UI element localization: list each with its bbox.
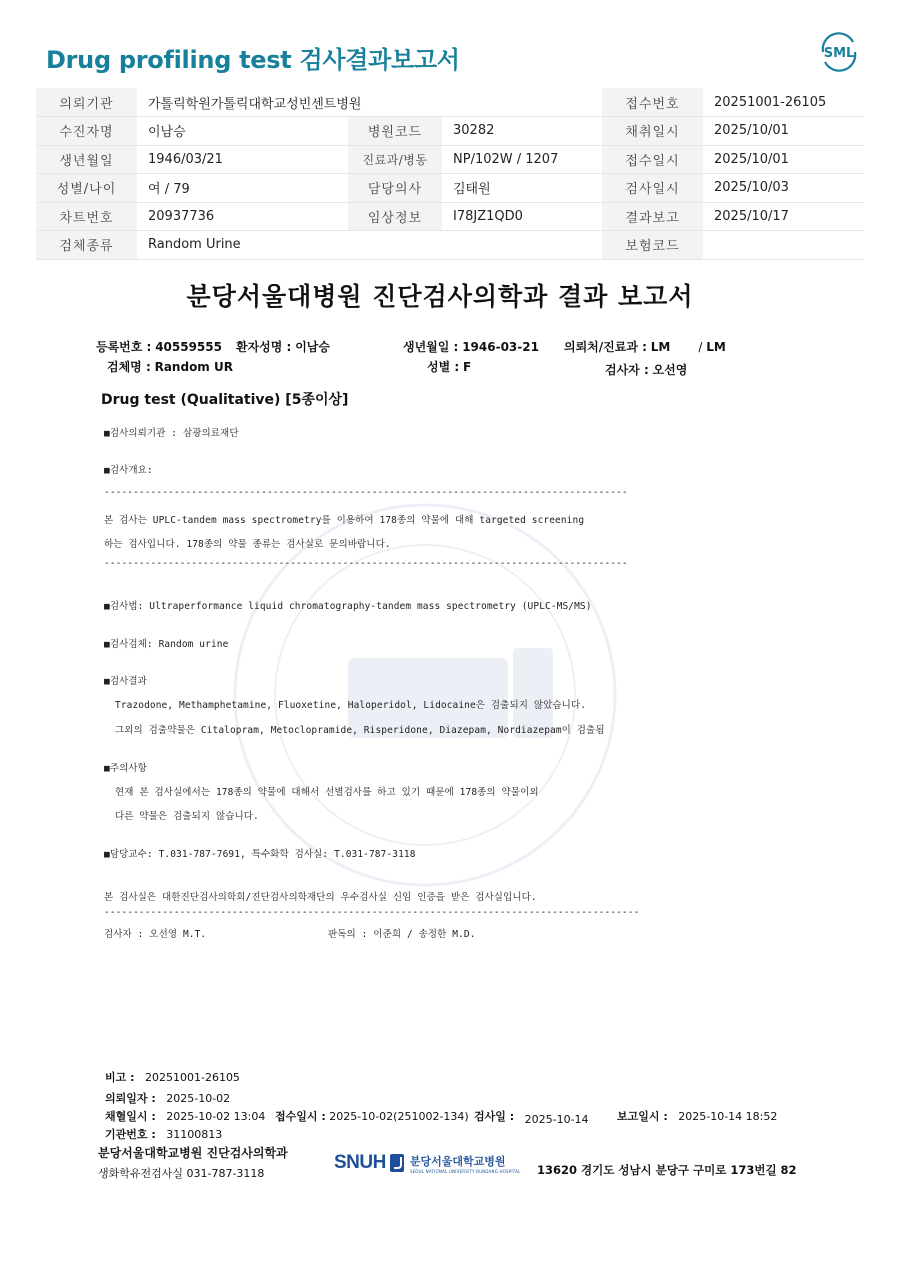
test-method: ■검사법: Ultraperformance liquid chromatography-tandem mass spectrometry (UPLC-MS/MS): [104, 601, 592, 612]
report-datetime: 보고일시 : 2025-10-14 18:52: [617, 1110, 778, 1123]
requester-department: 의뢰처/진료과 : LM / LM: [564, 340, 726, 354]
hospital-code-value: 30282: [442, 117, 602, 146]
patient-sex: 성별 : F: [427, 360, 472, 374]
received-date-label: 접수일시: [602, 145, 703, 174]
table-row: [36, 117, 864, 146]
patient-name-label: 수진자명: [36, 117, 137, 146]
patient-name: 환자성명 : 이남승: [236, 340, 330, 354]
chart-number-value: 20937736: [137, 202, 348, 231]
overview-heading: ■검사개요:: [104, 465, 153, 476]
table-row: [36, 174, 864, 203]
sex-age-value: 여 / 79: [137, 174, 348, 203]
test-date-label: 검사일시: [602, 174, 703, 203]
table-row: [36, 88, 864, 117]
specimen-name: 검체명 : Random UR: [107, 360, 233, 374]
institution-number: 기관번호 : 31100813: [105, 1128, 223, 1141]
request-date: 의뢰일자 : 2025-10-02: [105, 1092, 231, 1105]
report-date-label: 결과보고: [602, 202, 703, 231]
insurance-code-label: 보험코드: [602, 231, 703, 260]
receipt-datetime: 접수일시 : 2025-10-02(251002-134): [275, 1110, 469, 1123]
test-section-title: Drug test (Qualitative) [5종이상]: [101, 392, 349, 408]
birthdate-label: 생년월일: [36, 145, 137, 174]
sex-age-label: 성별/나이: [36, 174, 137, 203]
caution-line-2: 다른 약물은 검출되지 않습니다.: [115, 811, 259, 822]
test-date-value: 2025/10/03: [703, 174, 864, 203]
divider: --------------------------------------------------------------------------------------------: [104, 907, 640, 918]
snuh-english-name: SEOUL NATIONAL UNIVERSITY BUNDANG HOSPITAL: [409, 1168, 521, 1174]
sml-logo: [817, 30, 861, 74]
specimen-type-value: Random Urine: [137, 231, 602, 260]
doctor-value: 김태원: [442, 174, 602, 203]
accession-value: 20251001-26105: [703, 88, 864, 117]
overview-line-2: 하는 검사입니다. 178종의 약물 종류는 검사실로 문의바랍니다.: [104, 539, 391, 550]
snuh-emblem-icon: [390, 1154, 404, 1172]
department-value: NP/102W / 1207: [442, 145, 602, 174]
snuh-logo: [334, 1150, 520, 1176]
divider: ------------------------------------------------------------------------------------------: [104, 487, 628, 498]
received-date-value: 2025/10/01: [703, 145, 864, 174]
divider: ------------------------------------------------------------------------------------------: [104, 558, 628, 569]
result-line-1: Trazodone, Methamphetamine, Fluoxetine, Haloperidol, Lidocaine은 검출되지 않았습니다.: [115, 700, 587, 711]
contact-info: ■담당교수: T.031-787-7691, 특수화학 검사실: T.031-787-3118: [104, 849, 416, 860]
hospital-code-label: 병원코드: [348, 117, 442, 146]
caution-line-1: 현재 본 검사실에서는 178종의 약물에 대해서 선별검사를 하고 있기 때문에 178종의 약물이외: [115, 787, 539, 798]
report-title: 분당서울대병원 진단검사의학과 결과 보고서: [186, 282, 694, 311]
report-date-value: 2025/10/17: [703, 202, 864, 231]
reader-signature: 판독의 : 이준희 / 송정한 M.D.: [328, 929, 476, 940]
accession-label: 접수번호: [602, 88, 703, 117]
clinical-info-value: I78JZ1QD0: [442, 202, 602, 231]
table-row: [36, 145, 864, 174]
collection-date-value: 2025/10/01: [703, 117, 864, 146]
patient-name-value: 이남승: [137, 117, 348, 146]
lab-contact: 생화학유전검사실 031-787-3118: [98, 1167, 265, 1180]
remark: 비고 : 20251001-26105: [105, 1071, 240, 1084]
collection-date-label: 채취일시: [602, 117, 703, 146]
birthdate: 생년월일 : 1946-03-21: [403, 340, 539, 354]
test-date: 검사일 : 2025-10-14: [474, 1110, 589, 1126]
chart-number-label: 차트번호: [36, 202, 137, 231]
table-row: [36, 202, 864, 231]
result-line-2: 그외의 검출약물은 Citalopram, Metoclopramide, Risperidone, Diazepam, Nordiazepam이 검출됨: [115, 725, 605, 736]
snuh-korean-name: 분당서울대학교병원: [409, 1154, 506, 1168]
sml-logo-text: SML: [823, 46, 855, 61]
department-label: 진료과/병동: [348, 145, 442, 174]
caution-heading: ■주의사항: [104, 763, 147, 774]
insurance-code-value: [703, 231, 864, 260]
tester-signature: 검사자 : 오선영 M.T.: [104, 929, 207, 940]
test-specimen: ■검사검체: Random urine: [104, 639, 229, 650]
collection-datetime: 채혈일시 : 2025-10-02 13:04: [105, 1110, 266, 1123]
certification: 본 검사실은 대한진단검사의학회/진단검사의학재단의 우수검사실 신임 인증을 받은 검사실입니다.: [104, 892, 537, 903]
tester: 검사자 : 오선영: [605, 363, 688, 377]
lab-department: 분당서울대학교병원 진단검사의학과: [98, 1146, 288, 1160]
birthdate-value: 1946/03/21: [137, 145, 348, 174]
requester-value: 가톨릭학원가톨릭대학교성빈센트병원: [137, 88, 602, 117]
requester-label: 의뢰기관: [36, 88, 137, 117]
specimen-info-table: [36, 88, 864, 260]
hospital-address: 13620 경기도 성남시 분당구 구미로 173번길 82: [537, 1163, 797, 1177]
snuh-logo-text: SNUH: [334, 1152, 386, 1173]
overview-line-1: 본 검사는 UPLC-tandem mass spectrometry를 이용하여 178종의 약물에 대해 targeted screening: [104, 515, 585, 526]
result-heading: ■검사결과: [104, 676, 147, 687]
requesting-agency: ■검사의뢰기관 : 삼광의료재단: [104, 428, 239, 439]
clinical-info-label: 임상정보: [348, 202, 442, 231]
doctor-label: 담당의사: [348, 174, 442, 203]
table-row: [36, 231, 864, 260]
document-title: Drug profiling test 검사결과보고서: [46, 46, 460, 74]
specimen-type-label: 검체종류: [36, 231, 137, 260]
registration-number: 등록번호 : 40559555: [96, 340, 222, 354]
